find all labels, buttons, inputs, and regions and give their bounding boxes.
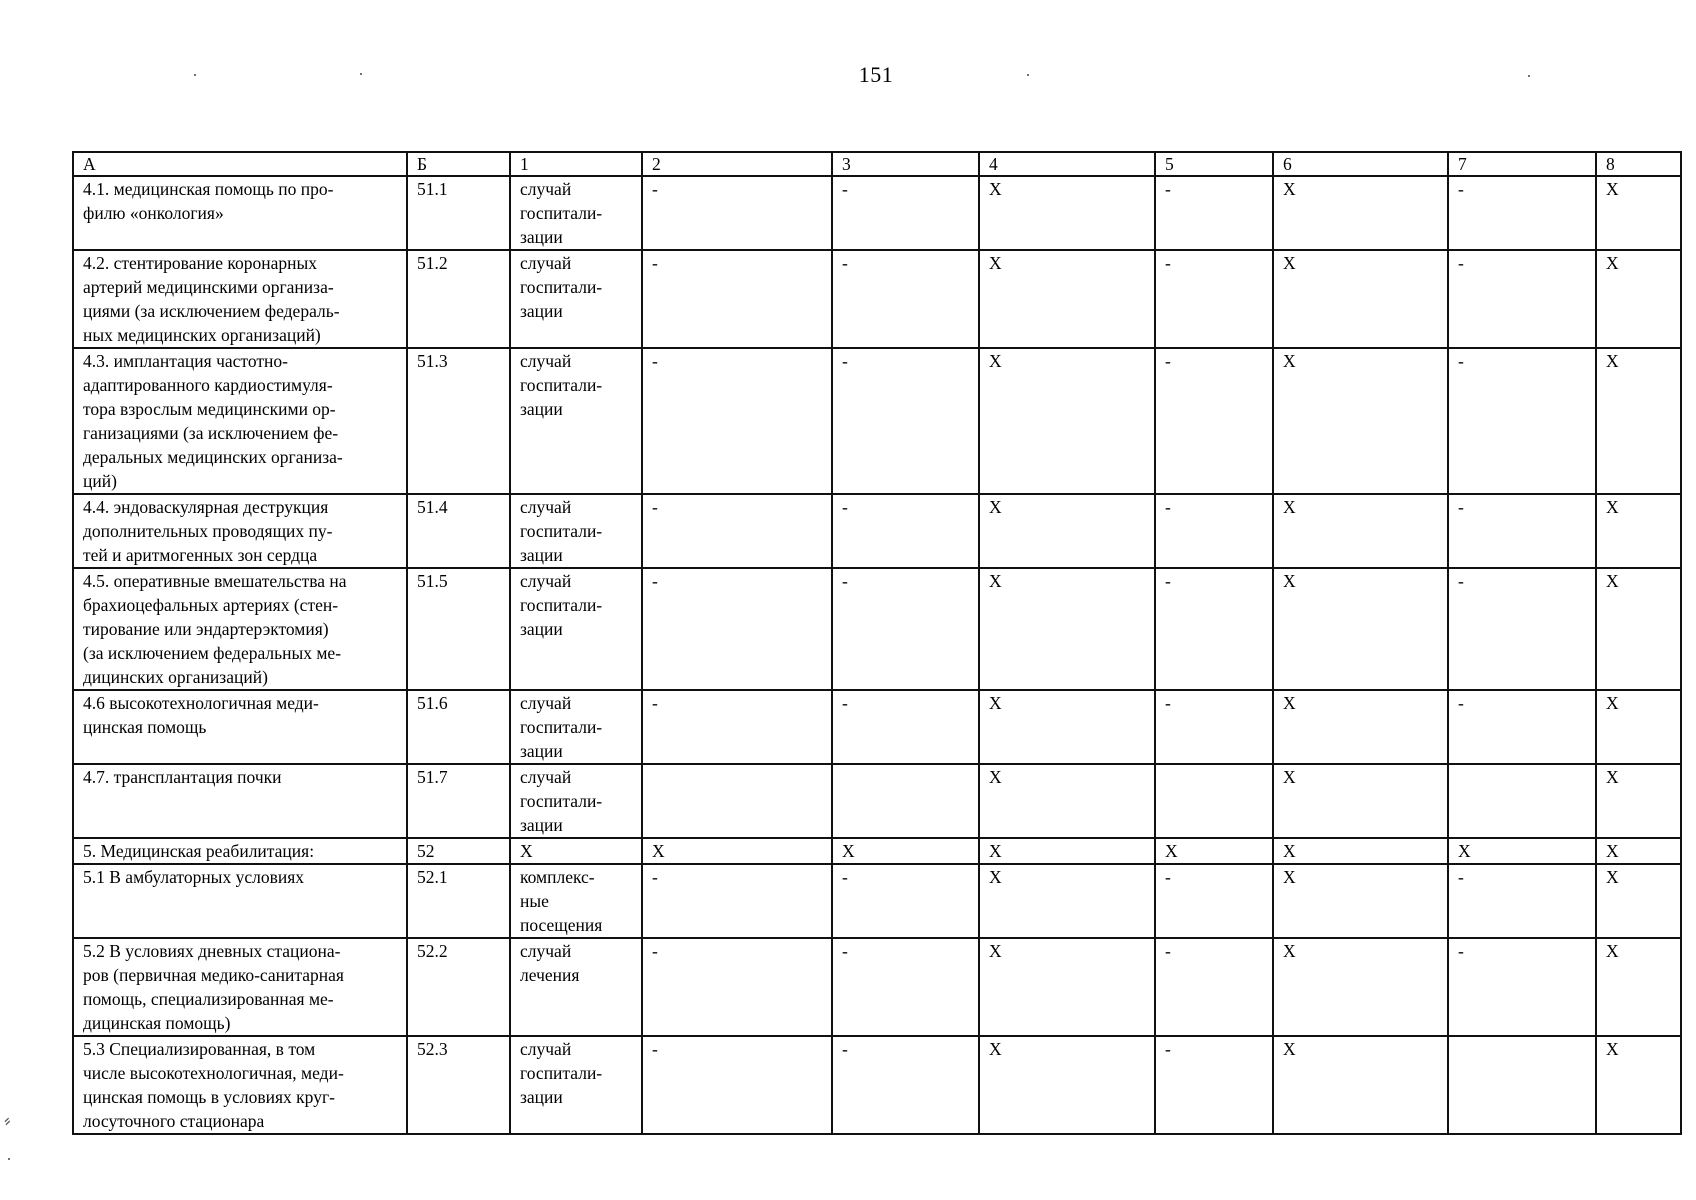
col7-cell: - bbox=[1448, 494, 1596, 568]
col3-cell: - bbox=[832, 176, 979, 250]
col2-cell: - bbox=[642, 690, 832, 764]
row-unit-cell: случай госпитали- зации bbox=[510, 568, 642, 690]
col6-cell: Х bbox=[1273, 864, 1448, 938]
row-unit-cell: случай госпитали- зации bbox=[510, 176, 642, 250]
row-unit-cell: случай госпитали- зации bbox=[510, 494, 642, 568]
col7-cell bbox=[1448, 1036, 1596, 1134]
col4-cell: Х bbox=[979, 176, 1155, 250]
col4-cell: Х bbox=[979, 1036, 1155, 1134]
row-unit-cell: случай госпитали- зации bbox=[510, 1036, 642, 1134]
table-row bbox=[73, 690, 1681, 764]
col7-cell: - bbox=[1448, 938, 1596, 1036]
row-name-cell: 4.7. трансплантация почки bbox=[73, 764, 407, 838]
table-row bbox=[73, 938, 1681, 1036]
col8-cell: Х bbox=[1596, 176, 1681, 250]
header-cell: 4 bbox=[979, 152, 1155, 176]
col8-cell: Х bbox=[1596, 250, 1681, 348]
col7-cell: - bbox=[1448, 568, 1596, 690]
col5-cell: - bbox=[1155, 348, 1273, 494]
table-row bbox=[73, 568, 1681, 690]
col2-cell bbox=[642, 764, 832, 838]
col5-cell: - bbox=[1155, 690, 1273, 764]
col6-cell: Х bbox=[1273, 176, 1448, 250]
col4-cell: Х bbox=[979, 690, 1155, 764]
header-cell: 7 bbox=[1448, 152, 1596, 176]
col5-cell: - bbox=[1155, 250, 1273, 348]
table-row bbox=[73, 764, 1681, 838]
col4-cell: Х bbox=[979, 864, 1155, 938]
col6-cell: Х bbox=[1273, 838, 1448, 864]
col4-cell: Х bbox=[979, 348, 1155, 494]
scan-speck bbox=[1027, 74, 1029, 76]
table-row bbox=[73, 864, 1681, 938]
col4-cell: Х bbox=[979, 938, 1155, 1036]
col4-cell: Х bbox=[979, 568, 1155, 690]
row-unit-cell: случай лечения bbox=[510, 938, 642, 1036]
col6-cell: Х bbox=[1273, 690, 1448, 764]
row-name-cell: 4.3. имплантация частотно- адаптированного кардиостимуля- тора взрослым медицинскими ор- ганизациями (за исключением фе- деральных медицинских организа- ций) bbox=[73, 348, 407, 494]
col3-cell: - bbox=[832, 1036, 979, 1134]
header-cell: 6 bbox=[1273, 152, 1448, 176]
table-row bbox=[73, 838, 1681, 864]
col2-cell: - bbox=[642, 938, 832, 1036]
row-code-cell: 51.1 bbox=[407, 176, 510, 250]
col5-cell: - bbox=[1155, 494, 1273, 568]
col3-cell: - bbox=[832, 494, 979, 568]
col7-cell: - bbox=[1448, 250, 1596, 348]
header-cell: 5 bbox=[1155, 152, 1273, 176]
header-cell: 3 bbox=[832, 152, 979, 176]
col6-cell: Х bbox=[1273, 1036, 1448, 1134]
col6-cell: Х bbox=[1273, 250, 1448, 348]
row-code-cell: 52.1 bbox=[407, 864, 510, 938]
col2-cell: - bbox=[642, 568, 832, 690]
table-body bbox=[73, 152, 1681, 1134]
row-unit-cell: комплекс- ные посещения bbox=[510, 864, 642, 938]
row-name-cell: 4.6 высокотехнологичная меди- цинская помощь bbox=[73, 690, 407, 764]
header-cell: Б bbox=[407, 152, 510, 176]
col5-cell: - bbox=[1155, 568, 1273, 690]
row-code-cell: 52.2 bbox=[407, 938, 510, 1036]
col3-cell: - bbox=[832, 348, 979, 494]
col2-cell: - bbox=[642, 864, 832, 938]
col4-cell: Х bbox=[979, 764, 1155, 838]
col3-cell: - bbox=[832, 690, 979, 764]
col2-cell: - bbox=[642, 250, 832, 348]
page-number: 151 bbox=[858, 62, 894, 87]
col6-cell: Х bbox=[1273, 568, 1448, 690]
header-row bbox=[73, 152, 1681, 176]
col5-cell: - bbox=[1155, 864, 1273, 938]
col2-cell: - bbox=[642, 176, 832, 250]
col8-cell: Х bbox=[1596, 690, 1681, 764]
scan-speck bbox=[194, 74, 196, 76]
col8-cell: Х bbox=[1596, 864, 1681, 938]
col5-cell: - bbox=[1155, 938, 1273, 1036]
scan-speck bbox=[360, 73, 362, 75]
col8-cell: Х bbox=[1596, 1036, 1681, 1134]
col8-cell: Х bbox=[1596, 568, 1681, 690]
scan-speck bbox=[1528, 75, 1530, 77]
col2-cell: - bbox=[642, 1036, 832, 1134]
row-code-cell: 51.5 bbox=[407, 568, 510, 690]
row-code-cell: 51.4 bbox=[407, 494, 510, 568]
row-code-cell: 51.3 bbox=[407, 348, 510, 494]
col3-cell: - bbox=[832, 938, 979, 1036]
row-name-cell: 5. Медицинская реабилитация: bbox=[73, 838, 407, 864]
col7-cell: - bbox=[1448, 864, 1596, 938]
col3-cell: Х bbox=[832, 838, 979, 864]
header-cell: 2 bbox=[642, 152, 832, 176]
col6-cell: Х bbox=[1273, 764, 1448, 838]
col8-cell: Х bbox=[1596, 938, 1681, 1036]
row-unit-cell: случай госпитали- зации bbox=[510, 764, 642, 838]
col7-cell: - bbox=[1448, 348, 1596, 494]
col7-cell: - bbox=[1448, 176, 1596, 250]
col7-cell: Х bbox=[1448, 838, 1596, 864]
row-name-cell: 4.4. эндоваскулярная деструкция дополнительных проводящих пу- тей и аритмогенных зон сердца bbox=[73, 494, 407, 568]
header-cell: 1 bbox=[510, 152, 642, 176]
table-row bbox=[73, 176, 1681, 250]
row-name-cell: 4.1. медицинская помощь по про- филю «онкология» bbox=[73, 176, 407, 250]
col3-cell: - bbox=[832, 568, 979, 690]
row-name-cell: 4.2. стентирование коронарных артерий медицинскими организа- циями (за исключением федераль- ных медицинских организаций) bbox=[73, 250, 407, 348]
row-code-cell: 52 bbox=[407, 838, 510, 864]
row-name-cell: 5.3 Специализированная, в том числе высокотехнологичная, меди- цинская помощь в условиях круг- лосуточного стационара bbox=[73, 1036, 407, 1134]
table-row bbox=[73, 250, 1681, 348]
col4-cell: Х bbox=[979, 494, 1155, 568]
col4-cell: Х bbox=[979, 250, 1155, 348]
header-cell: 8 bbox=[1596, 152, 1681, 176]
col8-cell: Х bbox=[1596, 348, 1681, 494]
col6-cell: Х bbox=[1273, 494, 1448, 568]
row-unit-cell: случай госпитали- зации bbox=[510, 690, 642, 764]
row-unit-cell: случай госпитали- зации bbox=[510, 348, 642, 494]
data-table bbox=[72, 151, 1682, 1135]
col6-cell: Х bbox=[1273, 938, 1448, 1036]
col2-cell: Х bbox=[642, 838, 832, 864]
col5-cell: - bbox=[1155, 1036, 1273, 1134]
table-row bbox=[73, 348, 1681, 494]
col2-cell: - bbox=[642, 494, 832, 568]
col7-cell bbox=[1448, 764, 1596, 838]
row-name-cell: 4.5. оперативные вмешательства на брахиоцефальных артериях (стен- тирование или эндартерэктомия) (за исключением федеральных ме- дицинских организаций) bbox=[73, 568, 407, 690]
row-code-cell: 51.7 bbox=[407, 764, 510, 838]
row-name-cell: 5.2 В условиях дневных стациона- ров (первичная медико-санитарная помощь, специализированная ме- дицинская помощь) bbox=[73, 938, 407, 1036]
col3-cell: - bbox=[832, 864, 979, 938]
col3-cell bbox=[832, 764, 979, 838]
row-code-cell: 52.3 bbox=[407, 1036, 510, 1134]
col5-cell bbox=[1155, 764, 1273, 838]
col7-cell: - bbox=[1448, 690, 1596, 764]
col5-cell: Х bbox=[1155, 838, 1273, 864]
col5-cell: - bbox=[1155, 176, 1273, 250]
col3-cell: - bbox=[832, 250, 979, 348]
table-row bbox=[73, 494, 1681, 568]
col2-cell: - bbox=[642, 348, 832, 494]
col4-cell: Х bbox=[979, 838, 1155, 864]
row-code-cell: 51.2 bbox=[407, 250, 510, 348]
row-unit-cell: случай госпитали- зации bbox=[510, 250, 642, 348]
col8-cell: Х bbox=[1596, 838, 1681, 864]
scan-artifact: ⸗ bbox=[0, 1109, 14, 1132]
row-code-cell: 51.6 bbox=[407, 690, 510, 764]
col6-cell: Х bbox=[1273, 348, 1448, 494]
table-row bbox=[73, 1036, 1681, 1134]
row-name-cell: 5.1 В амбулаторных условиях bbox=[73, 864, 407, 938]
header-cell: А bbox=[73, 152, 407, 176]
col8-cell: Х bbox=[1596, 764, 1681, 838]
row-unit-cell: Х bbox=[510, 838, 642, 864]
scan-speck bbox=[8, 1158, 10, 1160]
col8-cell: Х bbox=[1596, 494, 1681, 568]
